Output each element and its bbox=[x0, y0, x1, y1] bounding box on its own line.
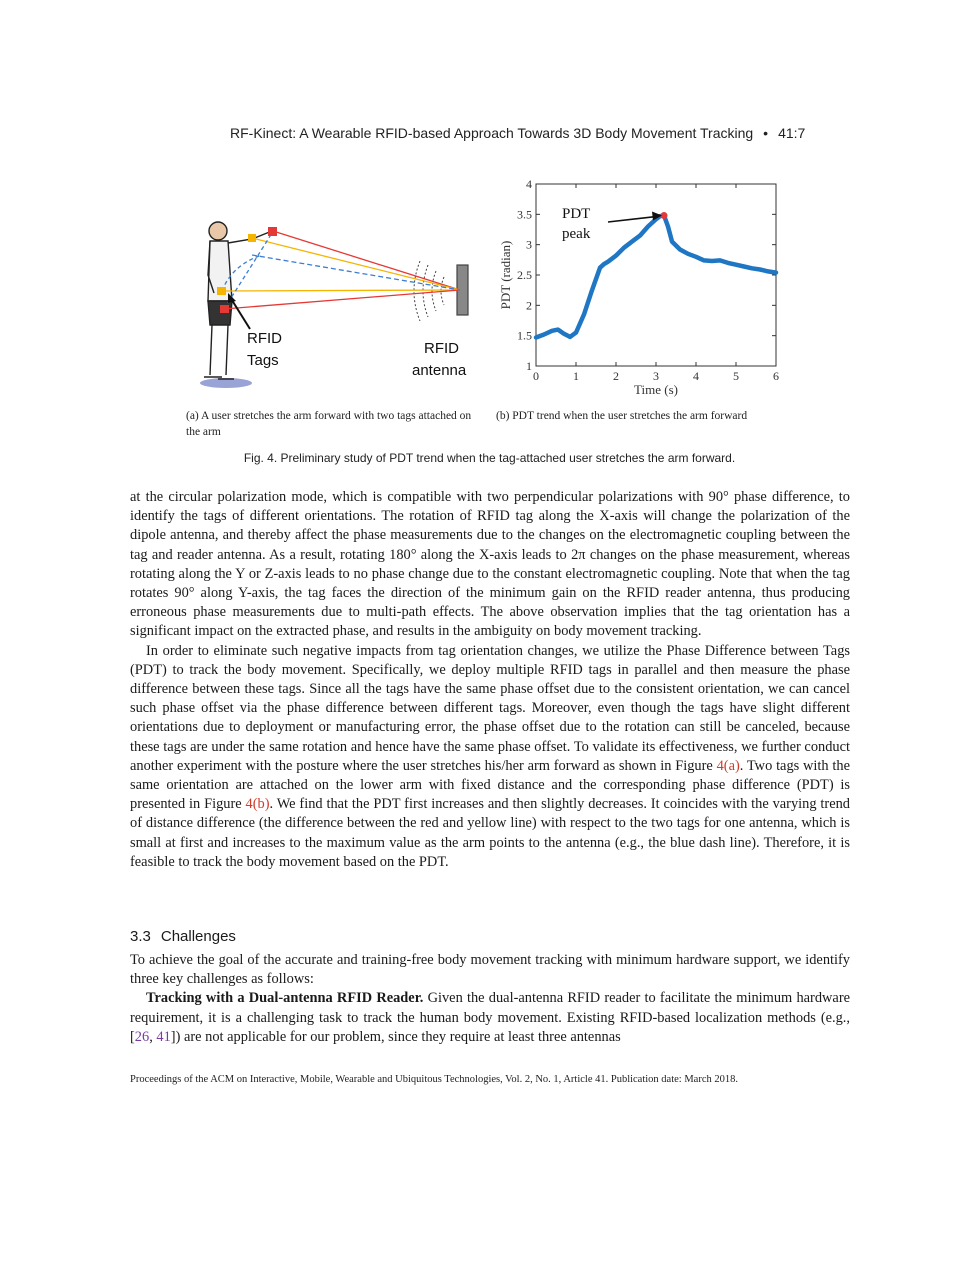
x-tick-label: 0 bbox=[533, 369, 539, 383]
running-header bbox=[230, 125, 850, 141]
figure-caption: Fig. 4. Preliminary study of PDT trend when the tag-attached user stretches the arm forward. bbox=[243, 451, 736, 465]
tags-label-line1: RFID bbox=[247, 330, 282, 347]
y-tick-label: 3 bbox=[526, 237, 532, 252]
annotation-pdt: PDT bbox=[562, 206, 591, 222]
x-tick-label: 4 bbox=[693, 369, 699, 383]
paragraph-4: Tracking with a Dual-antenna RFID Reader. Given the dual-antenna RFID reader to facilitate the minimum hardware requirement, it is a challenging task to track the human body movement. Existing RFID-based localization methods (e.g., [26, 41]) are not applicable for our problem, since they require at least three antennas bbox=[130, 990, 850, 1045]
x-axis-label: Time (s) bbox=[634, 382, 678, 397]
subcaption-b: (b) PDT trend when the user stretches the arm forward bbox=[496, 410, 748, 422]
figure-a-illustration bbox=[192, 205, 482, 395]
header-bullet: • bbox=[763, 125, 769, 141]
section-heading bbox=[130, 928, 236, 945]
body-text-lower bbox=[130, 951, 850, 1047]
challenge-title: Tracking with a Dual-antenna RFID Reader. bbox=[146, 990, 424, 1007]
figure-b-chart bbox=[492, 172, 792, 404]
antenna-label-line2: antenna bbox=[412, 362, 467, 379]
figure-ref-4a[interactable]: 4(a) bbox=[716, 757, 740, 774]
tag-icon-red-lower bbox=[220, 305, 229, 313]
body-text-upper bbox=[130, 488, 850, 872]
pdt-chart bbox=[492, 172, 792, 404]
signal-lines bbox=[222, 231, 460, 309]
section-number: 3.3 bbox=[130, 928, 151, 945]
paragraph-2: In order to eliminate such negative impacts from tag orientation changes, we utilize the Phase Difference between Tags (PDT) to track the body movement. Specifically, we deploy multiple RFID tags in parallel and then measure the phase difference between these tags. Since all the tags have the same phase offset due to the consistent orientation, we can cancel such phase offset via the phase difference between different tags. Moreover, even though the tags have slight different orientations due to deployment or manufacturing error, the phase offset due to the rotation can still be canceled, because these tags are under the same rotation and hence have the same phase offset. To validate its effectiveness, we further conduct another experiment with the posture where the user stretches his/her arm forward as shown in Figure 4(a). Two tags with the same orientation are attached on the lower arm with fixed distance and the corresponding phase difference (PDT) is presented in Figure 4(b). We find that the PDT first increases and then slightly decreases. It coincides with the varying trend of distance difference (the difference between the red and yellow line) with respect to the two tags for one antenna, which is small at first and increases to the maximum value as the arm points to the antenna (e.g., the blue dash line). Therefore, it is feasible to track the body movement based on the PDT. bbox=[130, 642, 850, 870]
header-title: RF-Kinect: A Wearable RFID-based Approach Towards 3D Body Movement Tracking bbox=[230, 125, 754, 141]
page-number: 41:7 bbox=[778, 125, 806, 141]
y-tick-label: 1.5 bbox=[517, 328, 532, 343]
y-axis-label: PDT (radian) bbox=[498, 240, 513, 310]
paragraph-3: To achieve the goal of the accurate and training-free body movement tracking with minimum hardware support, we identify three key challenges as follows: bbox=[130, 952, 850, 988]
figure-ref-4b[interactable]: 4(b) bbox=[245, 796, 270, 813]
tag-arrow-icon bbox=[230, 297, 250, 329]
x-tick-label: 6 bbox=[773, 369, 779, 383]
arm-stretch-diagram bbox=[192, 205, 482, 395]
section-title: Challenges bbox=[160, 928, 236, 945]
x-tick-label: 2 bbox=[613, 369, 619, 383]
antenna-label-line1: RFID bbox=[424, 340, 459, 357]
citation-41[interactable]: 41 bbox=[156, 1028, 171, 1045]
tags-label-line2: Tags bbox=[247, 352, 279, 369]
paragraph-1: at the circular polarization mode, which is compatible with two perpendicular polarizations with 90° phase difference, to identify the tags of different orientations. The rotation of RFID tag along the X-axis will change the polarization of the dipole antenna, and thereby affect the phase measurements due to the changes on the electromagnetic coupling between the tag and reader antenna. As a result, rotating 180° along the X-axis leads to 2π changes on the phase measurement, whereas rotating along the Y or Z-axis leads to no phase change due to the constant electromagnetic coupling. Note that when the tag rotates 90° along Y-axis, the tag faces the direction of the minimum gain on the RFID reader antenna, thus producing erroneous phase measurements due to multi-path effects. The above observation implies that the tag orientation has a significant impact on the extracted phase, and results in the ambiguity on body movement tracking. bbox=[130, 489, 850, 640]
x-tick-label: 1 bbox=[573, 369, 579, 383]
annotation-peak: peak bbox=[562, 226, 591, 242]
y-tick-label: 3.5 bbox=[517, 207, 532, 222]
tag-icon-red-upper bbox=[268, 227, 277, 236]
tag-icon-yellow-upper bbox=[248, 234, 256, 242]
y-tick-label: 1 bbox=[526, 359, 532, 373]
y-tick-label: 2 bbox=[526, 298, 532, 313]
y-tick-label: 4 bbox=[526, 177, 532, 191]
subcaption-a: (a) A user stretches the arm forward with two tags attached on the arm bbox=[186, 410, 472, 438]
y-tick-label: 2.5 bbox=[517, 268, 532, 282]
annotation-arrow-icon bbox=[608, 217, 656, 222]
x-tick-label: 5 bbox=[733, 369, 739, 383]
citation-26[interactable]: 26 bbox=[134, 1028, 150, 1045]
x-tick-label: 3 bbox=[653, 369, 659, 383]
tag-icon-yellow-lower bbox=[217, 287, 226, 295]
footer: Proceedings of the ACM on Interactive, Mobile, Wearable and Ubiquitous Technologies, Vol. 2, No. 1, Article 41. Publication date: March 2018. bbox=[130, 1074, 738, 1085]
